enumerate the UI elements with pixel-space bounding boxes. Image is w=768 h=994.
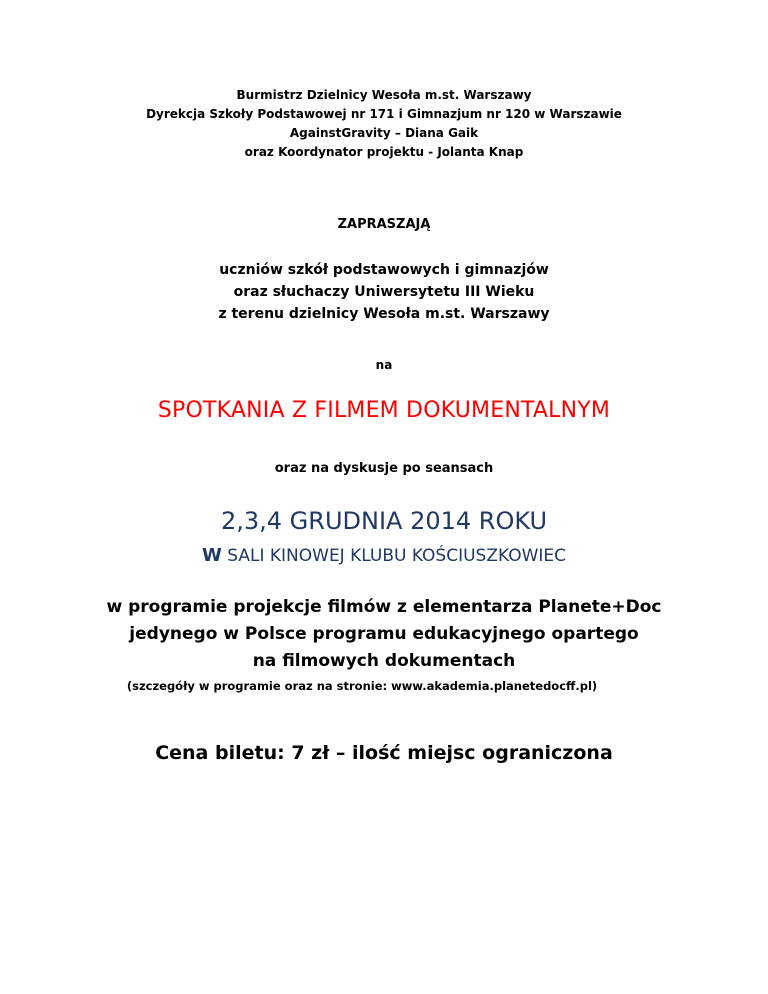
invite-na: na — [375, 358, 393, 372]
venue-name: SALI KINOWEJ KLUBU KOŚCIUSZKOWIEC — [227, 546, 567, 566]
audience-line-2: oraz słuchaczy Uniwersytetu III Wieku — [233, 284, 535, 300]
program-line-2: jedynego w Polsce programu edukacyjnego opartego — [129, 624, 639, 644]
header-line-school: Dyrekcja Szkoły Podstawowej nr 171 i Gimnazjum nr 120 w Warszawie — [146, 107, 622, 121]
event-venue — [0, 545, 768, 566]
audience-line-3: z terenu dzielnicy Wesoła m.st. Warszawy — [218, 306, 550, 322]
ticket-price: Cena biletu: 7 zł – ilość miejsc ograniczona — [155, 742, 613, 764]
program-note: (szczegóły w programie oraz na stronie: www.akademia.planetedocff.pl) — [126, 679, 598, 693]
event-date: 2,3,4 GRUDNIA 2014 ROKU — [220, 507, 548, 535]
event-title: SPOTKANIA Z FILMEM DOKUMENTALNYM — [157, 398, 611, 423]
header-line-partner: AgainstGravity – Diana Gaik — [289, 126, 479, 140]
venue-prefix: W — [201, 545, 222, 566]
program-line-3: na filmowych dokumentach — [252, 651, 516, 671]
header-line-mayor: Burmistrz Dzielnicy Wesoła m.st. Warszawy — [236, 88, 532, 102]
invite-verb: ZAPRASZAJĄ — [337, 217, 431, 232]
event-subtitle: oraz na dyskusje po seansach — [274, 461, 494, 476]
program-line-1: w programie projekcje filmów z elementarza Planete+Doc — [106, 597, 662, 617]
audience-line-1: uczniów szkół podstawowych i gimnazjów — [219, 262, 549, 278]
header-line-coordinator: oraz Koordynator projektu - Jolanta Knap — [244, 145, 524, 159]
